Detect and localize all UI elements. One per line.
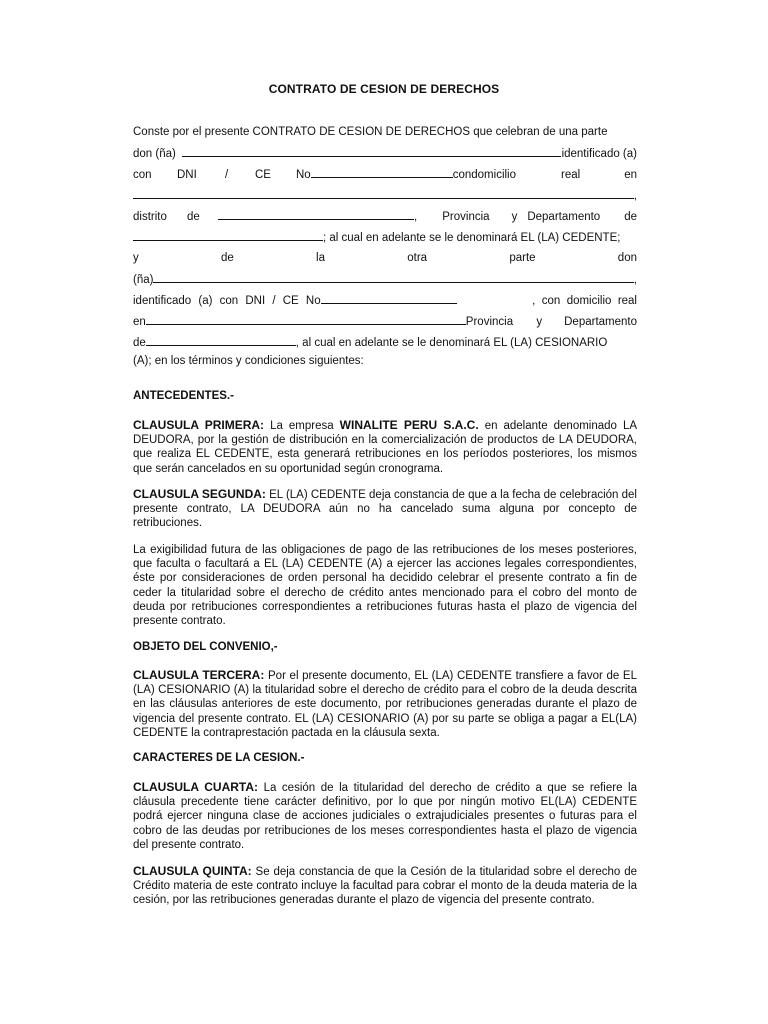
clause-label: CLAUSULA SEGUNDA:: [133, 487, 266, 501]
intro-word: y: [133, 252, 139, 264]
intro-word: No: [296, 169, 311, 181]
intro-text: ,: [633, 190, 637, 202]
intro-word: parte: [509, 252, 536, 264]
intro-line-2: [133, 143, 637, 164]
fill-blank-district[interactable]: [218, 206, 414, 220]
intro-text: identificado (a): [561, 148, 637, 160]
intro-word: en: [624, 169, 637, 181]
intro-word: CE: [255, 169, 271, 181]
intro-word: otra: [407, 252, 428, 264]
intro-line-7: [133, 248, 637, 269]
intro-word: con: [452, 169, 472, 181]
intro-word: distrito: [133, 211, 167, 223]
intro-block: [133, 122, 637, 369]
intro-line-9: [133, 290, 637, 311]
clause-text: La cesión de la titularidad del derecho de crédito a que se refiere la cláusula precedente tiene carácter definitivo, por lo que por ningún motivo EL(LA) CEDENTE podrá ejercer ninguna clase de acciones judiciales o extrajudiciales presentes o futuras para el cobro de las deudas por retribuciones de los meses correspondientes hasta el plazo de vigencia del presente contrato.: [133, 782, 637, 851]
clause-text: en adelante denominado LA DEUDORA, por la gestión de distribución en la comercialización de productos de LA DEUDORA, que realiza EL CEDENTE, esta generará retribuciones en los períodos posteriores, los mismos que serán cancelados en su oportunidad según cronograma.: [133, 420, 638, 475]
intro-line-1: [133, 122, 637, 143]
fill-blank-dni-2[interactable]: [321, 290, 457, 304]
intro-word: de: [221, 252, 234, 264]
intro-line-4: [133, 185, 637, 206]
intro-text: Conste por el presente CONTRATO DE CESION DE DERECHOS que celebran de una parte: [133, 126, 608, 138]
intro-text: don (ña): [133, 148, 176, 160]
intro-text: ; al cual en adelante se le denominará EL (LA) CEDENTE;: [323, 232, 621, 244]
company-name: WINALITE PERU S.A.C.: [339, 418, 479, 432]
intro-word: Departamento: [564, 316, 637, 328]
section-heading-objeto: OBJETO DEL CONVENIO,-: [133, 641, 278, 653]
intro-word: DNI: [177, 169, 197, 181]
intro-text: , al cual en adelante se le denominará EL (LA) CESIONARIO: [295, 337, 608, 349]
intro-line-10: [133, 311, 637, 332]
fill-blank-department[interactable]: [133, 227, 323, 241]
intro-word: ,: [414, 211, 418, 223]
clause-segunda: [133, 487, 637, 531]
intro-text: (A); en los términos y condiciones siguientes:: [133, 355, 364, 367]
section-heading-caracteres: CARACTERES DE LA CESION.-: [133, 752, 305, 764]
intro-text: , con domicilio real: [532, 295, 637, 307]
intro-line-5: [133, 206, 637, 227]
paragraph-exigibilidad: La exigibilidad futura de las obligaciones de pago de las retribuciones de los meses posteriores, que faculta o facultará a EL (LA) CEDENTE (A) a ejercer las acciones legales correspondientes, éste por consideraciones de orden personal ha decidido celebrar el presente contrato a fin de ceder la titularidad sobre el derecho de crédito antes mencionado para el cobro del monto de deuda por retribuciones correspondientes a retribuciones futuras hasta el plazo de vigencia del presente contrato.: [133, 544, 637, 628]
fill-blank-address-2[interactable]: [146, 311, 466, 325]
fill-blank-address[interactable]: [133, 185, 634, 199]
intro-line-11: [133, 332, 637, 353]
intro-word: la: [316, 252, 325, 264]
intro-text: (ña): [133, 274, 154, 286]
clause-label: CLAUSULA TERCERA:: [133, 668, 265, 682]
intro-word: con: [133, 169, 152, 181]
intro-word: Provincia: [442, 211, 490, 223]
intro-word: en: [133, 316, 146, 328]
intro-line-8: [133, 269, 637, 290]
intro-text: ,: [633, 274, 637, 286]
clause-label: CLAUSULA PRIMERA:: [133, 418, 265, 432]
intro-word: real: [561, 169, 581, 181]
clause-quinta: [133, 864, 637, 908]
fill-blank-district-2[interactable]: [146, 332, 296, 346]
clause-label: CLAUSULA CUARTA:: [133, 780, 259, 794]
intro-word: de: [624, 211, 637, 223]
intro-word: don: [617, 252, 637, 264]
intro-word: Provincia: [465, 316, 514, 328]
intro-word: domicilio: [471, 169, 517, 181]
clause-text: EL (LA) CEDENTE deja constancia de que a la fecha de celebración del presente contrato, LA DEUDORA aún no ha cancelado suma alguna por concepto de retribuciones.: [133, 489, 637, 530]
intro-word: y: [511, 211, 518, 223]
clause-cuarta: [133, 780, 637, 852]
intro-word: y: [536, 316, 543, 328]
clause-tercera: [133, 668, 637, 740]
section-heading-antecedentes: ANTECEDENTES.-: [133, 390, 234, 402]
intro-text: identificado (a) con DNI / CE No: [133, 295, 321, 307]
fill-blank-dni[interactable]: [311, 164, 453, 178]
clause-text: Se deja constancia de que la Cesión de la titularidad sobre el derecho de Crédito materia de este contrato incluye la facultad para cobrar el monto de la deuda materia de la cesión, por las retribuciones generadas durante el plazo de vigencia del presente contrato.: [133, 866, 637, 907]
intro-line-6: [133, 227, 637, 248]
intro-line-12: [133, 353, 637, 369]
intro-word: Departamento: [527, 211, 601, 223]
intro-word: de: [133, 337, 146, 349]
clause-primera: [133, 418, 637, 476]
intro-word: de: [187, 211, 200, 223]
clause-text: La empresa: [270, 420, 334, 432]
fill-blank-name[interactable]: [182, 143, 561, 157]
intro-word: /: [225, 169, 229, 181]
document-title: CONTRATO DE CESION DE DERECHOS: [268, 82, 500, 96]
intro-line-3: [133, 164, 637, 185]
clause-label: CLAUSULA QUINTA:: [133, 864, 252, 878]
fill-blank-name-2[interactable]: [153, 269, 633, 283]
clause-text: Por el presente documento, EL (LA) CEDENTE transfiere a favor de EL (LA) CESIONARIO (A) la titularidad sobre el derecho de crédito para el cobro de la deuda descrita en las cláusulas anteriores de este documento, por retribuciones generadas durante el plazo de vigencia del presente contrato. EL (LA) CESIONARIO (A) por su parte se obliga a pagar a EL(LA) CEDENTE la contraprestación pactada en la cláusula sexta.: [133, 670, 637, 739]
